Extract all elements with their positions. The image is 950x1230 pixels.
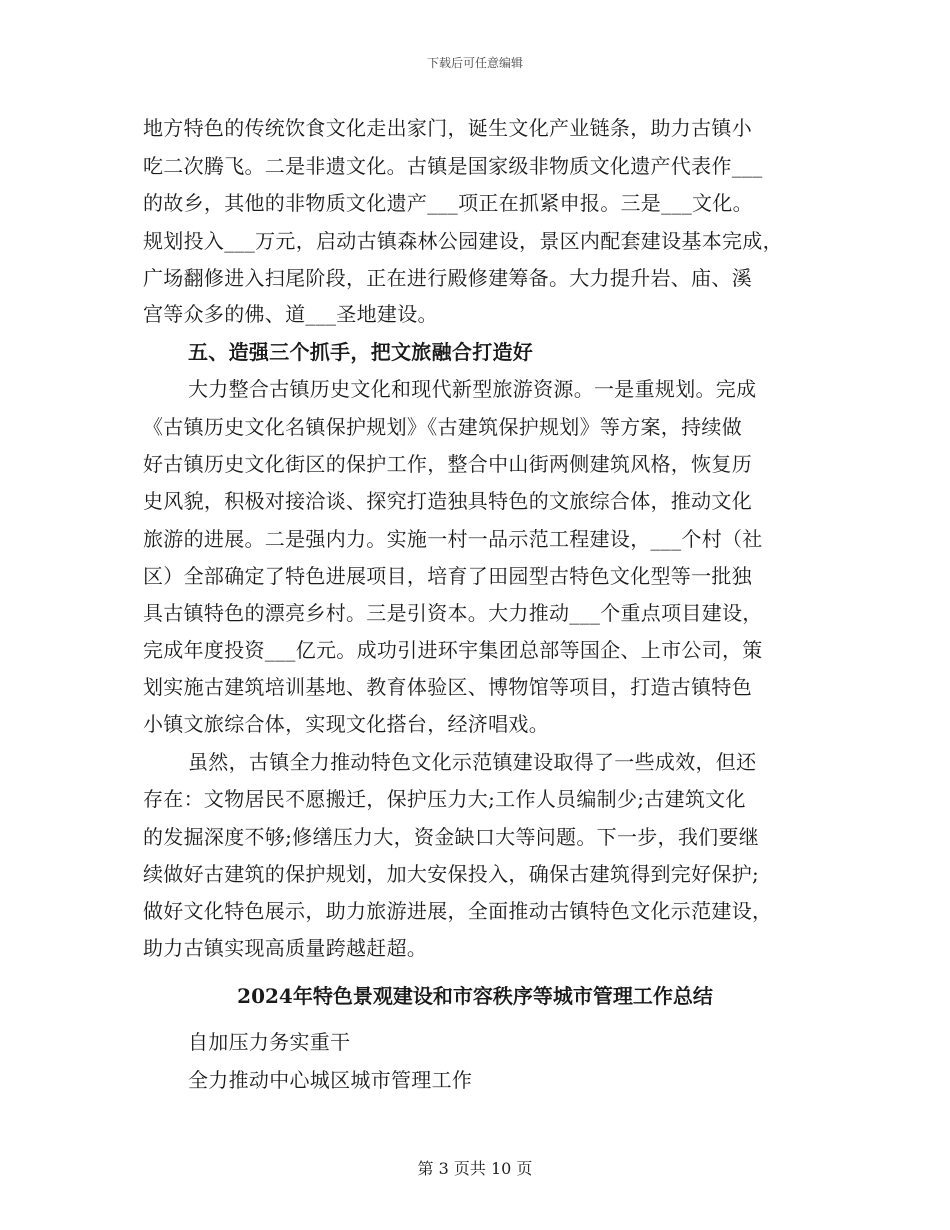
document-subtitle: 自加压力务实重干 <box>188 1030 351 1054</box>
paragraph-line: 区）全部确定了特色进展项目，培育了田园型古特色文化型等一批独 <box>143 564 752 588</box>
document-title: 2024年特色景观建设和市容秩序等城市管理工作总结 <box>237 984 713 1008</box>
paragraph-line: 续做好古建筑的保护规划，加大安保投入，确保古建筑得到完好保护; <box>143 862 760 886</box>
paragraph-line: 大力整合古镇历史文化和现代新型旅游资源。一是重规划。完成 <box>188 377 757 401</box>
paragraph-line: 虽然，古镇全力推动特色文化示范镇建设取得了一些成效，但还 <box>188 750 757 774</box>
paragraph-line: 史风貌，积极对接洽谈、探究打造独具特色的文旅综合体，推动文化 <box>143 489 752 513</box>
paragraph-line: 的故乡，其他的非物质文化遗产___项正在抓紧申报。三是___文化。 <box>143 191 753 215</box>
section-heading: 五、造强三个抓手，把文旅融合打造好 <box>188 340 534 364</box>
paragraph-line: 做好文化特色展示，助力旅游进展，全面推动古镇特色文化示范建设， <box>143 899 773 923</box>
paragraph-line: 吃二次腾飞。二是非遗文化。古镇是国家级非物质文化遗产代表作___ <box>143 154 763 178</box>
page-header-note: 下载后可任意编辑 <box>426 56 523 70</box>
paragraph-line: 具古镇特色的漂亮乡村。三是引资本。大力推动___个重点项目建设， <box>143 601 763 625</box>
paragraph-line: 广场翻修进入扫尾阶段，正在进行殿修建筹备。大力提升岩、庙、溪 <box>143 266 752 290</box>
paragraph-line: 完成年度投资___亿元。成功引进环宇集团总部等国企、上市公司，策 <box>143 638 763 662</box>
page-footer: 第 3 页共 10 页 <box>417 1159 533 1178</box>
paragraph-line: 旅游的进展。二是强内力。实施一村一品示范工程建设，___个村（社 <box>143 527 763 551</box>
paragraph-line: 规划投入___万元，启动古镇森林公园建设，景区内配套建设基本完成， <box>143 229 783 253</box>
paragraph-line: 助力古镇实现高质量跨越赶超。 <box>143 936 428 960</box>
paragraph-line: 好古镇历史文化街区的保护工作，整合中山街两侧建筑风格，恢复历 <box>143 452 752 476</box>
paragraph-line: 小镇文旅综合体，实现文化搭台，经济唱戏。 <box>143 712 549 736</box>
paragraph-line: 的发掘深度不够;修缮压力大，资金缺口大等问题。下一步，我们要继 <box>143 825 760 849</box>
paragraph-line: 划实施古建筑培训基地、教育体验区、博物馆等项目，打造古镇特色 <box>143 675 752 699</box>
document-subtitle: 全力推动中心城区城市管理工作 <box>188 1068 473 1092</box>
paragraph-line: 存在：文物居民不愿搬迁，保护压力大;工作人员编制少;古建筑文化 <box>143 787 746 811</box>
paragraph-line: 地方特色的传统饮食文化走出家门，诞生文化产业链条，助力古镇小 <box>143 116 752 140</box>
paragraph-line: 宫等众多的佛、道___圣地建设。 <box>143 302 438 326</box>
paragraph-line: 《古镇历史文化名镇保护规划》《古建筑保护规划》等方案，持续做 <box>143 415 742 439</box>
